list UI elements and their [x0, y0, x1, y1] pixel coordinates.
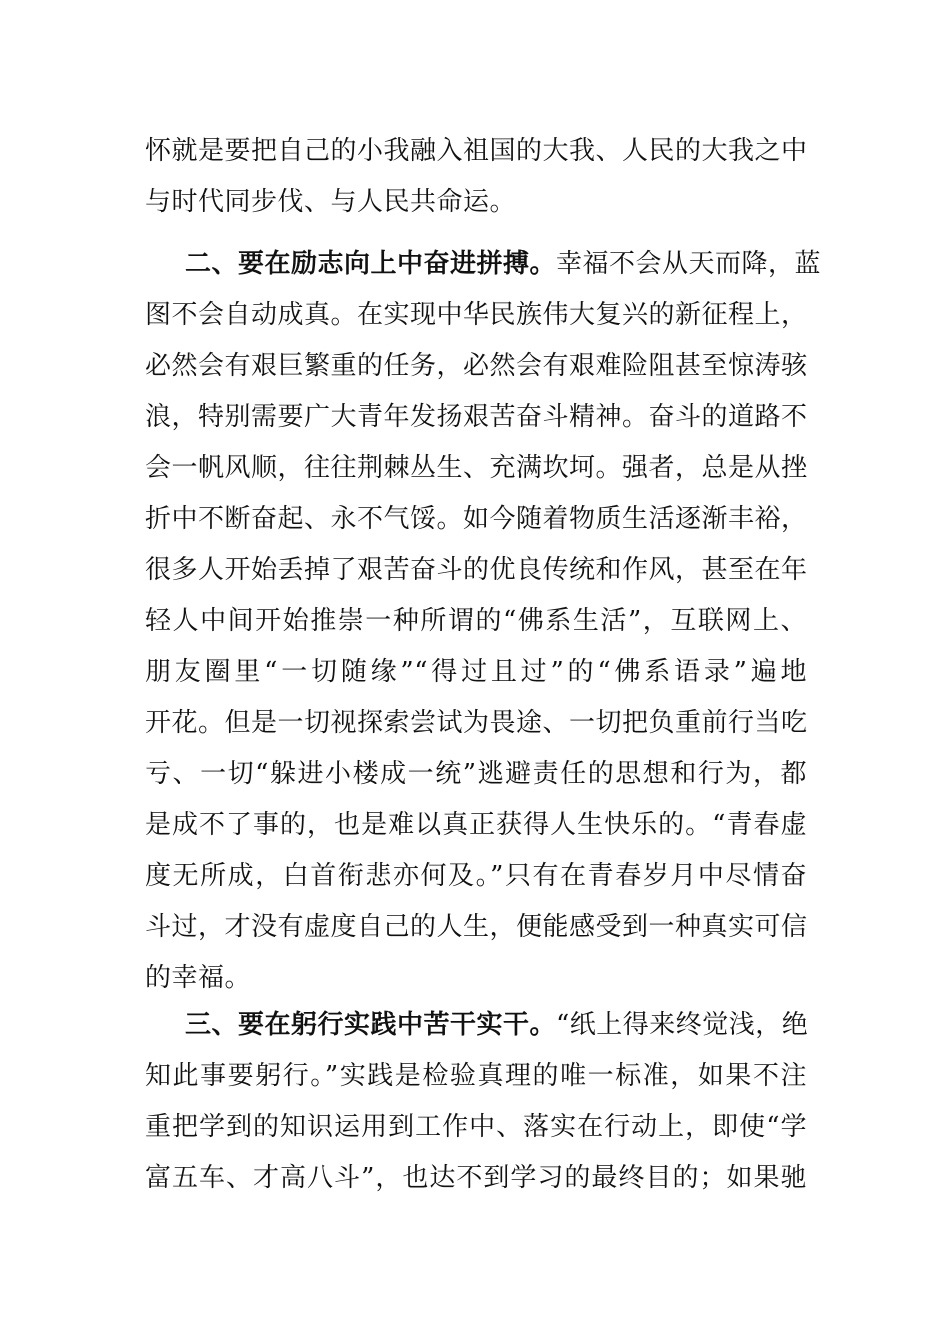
text-line: 知此事要躬行。”实践是检验真理的唯一标准，如果不注 — [145, 1061, 807, 1091]
text-line: 朋友圈里“一切随缘”“得过且过”的“佛系语录”遍地 — [145, 657, 807, 687]
text-line: 必然会有艰巨繁重的任务，必然会有艰难险阻甚至惊涛骇 — [145, 351, 808, 381]
text-line: 怀就是要把自己的小我融入祖国的大我、人民的大我之中 — [145, 136, 808, 166]
text-line: 的幸福。 — [145, 963, 252, 993]
paragraph-section-3 — [145, 1000, 807, 1204]
section-heading-line — [145, 1000, 807, 1051]
text-line: 折中不断奋起、永不气馁。如今随着物质生活逐渐丰裕， — [145, 504, 808, 534]
text-line: 很多人开始丢掉了艰苦奋斗的优良传统和作风，甚至在年 — [145, 555, 808, 585]
text-line: 斗过，才没有虚度自己的人生，便能感受到一种真实可信 — [145, 912, 808, 942]
section-heading: 二、要在励志向上中奋进拼搏。 — [185, 249, 557, 279]
text-line: 与时代同步伐、与人民共命运。 — [145, 187, 517, 217]
text-line: 重把学到的知识运用到工作中、落实在行动上，即使“学 — [145, 1112, 807, 1142]
section-heading: 三、要在躬行实践中苦干实干。 — [185, 1010, 557, 1040]
text-line: 是成不了事的，也是难以真正获得人生快乐的。“青春虚 — [145, 810, 807, 840]
section-heading-line — [145, 239, 822, 290]
paragraph-section-2 — [145, 239, 822, 1004]
text-line: 浪，特别需要广大青年发扬艰苦奋斗精神。奋斗的道路不 — [145, 402, 808, 432]
paragraph-continuation — [145, 126, 807, 228]
text-line: 亏、一切“躲进小楼成一统”逃避责任的思想和行为，都 — [145, 759, 807, 789]
text-line: 富五车、才高八斗”，也达不到学习的最终目的；如果驰 — [145, 1163, 807, 1193]
text-line: 轻人中间开始推崇一种所谓的“佛系生活”，互联网上、 — [145, 606, 807, 636]
text-line: 度无所成，白首衔悲亦何及。”只有在青春岁月中尽情奋 — [145, 861, 807, 891]
text-line: 图不会自动成真。在实现中华民族伟大复兴的新征程上， — [145, 300, 808, 330]
heading-line-text: 幸福不会从天而降，蓝 — [556, 249, 822, 279]
heading-line-text: “纸上得来终觉浅，绝 — [556, 1010, 809, 1040]
text-line: 会一帆风顺，往往荆棘丛生、充满坎坷。强者，总是从挫 — [145, 453, 808, 483]
text-line: 开花。但是一切视探索尝试为畏途、一切把负重前行当吃 — [145, 708, 808, 738]
